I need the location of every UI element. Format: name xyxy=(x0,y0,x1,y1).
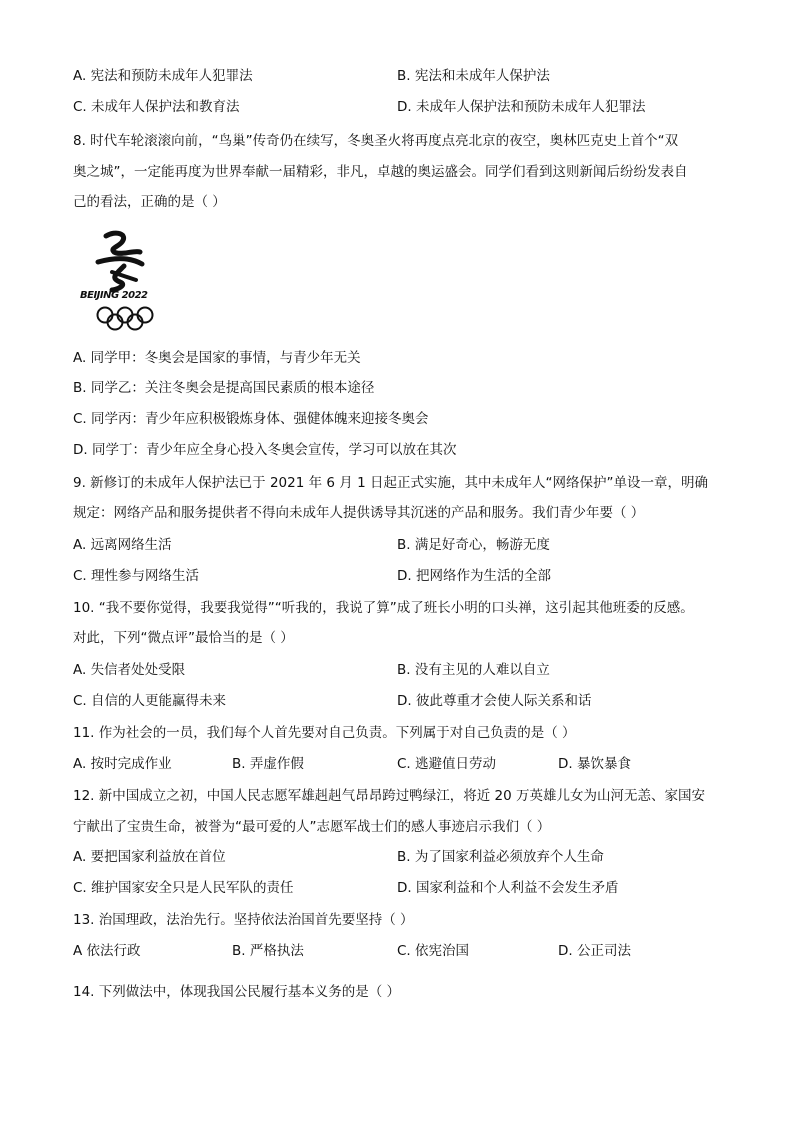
q7-option-a: A. 宪法和预防未成年人犯罪法 xyxy=(73,68,253,84)
q8-option-c: C. 同学丙：青少年应积极锻炼身体、强健体魄来迎接冬奥会 xyxy=(73,411,429,427)
q10-option-c: C. 自信的人更能赢得未来 xyxy=(73,693,227,709)
q13-option-d: D. 公正司法 xyxy=(558,943,631,959)
q13-option-c: C. 依宪治国 xyxy=(397,943,470,959)
q9-option-c: C. 理性参与网络生活 xyxy=(73,568,200,584)
q8-option-b: B. 同学乙：关注冬奥会是提高国民素质的根本途径 xyxy=(73,380,375,396)
q9-stem-line2: 规定：网络产品和服务提供者不得向未成年人提供诱导其沉迷的产品和服务。我们青少年要（ ） xyxy=(73,505,645,521)
q8-option-a: A. 同学甲：冬奥会是国家的事情，与青少年无关 xyxy=(73,350,361,366)
q11-stem-line1: 11. 作为社会的一员，我们每个人首先要对自己负责。下列属于对自己负责的是（ ） xyxy=(73,725,576,741)
q14-stem-line1: 14. 下列做法中，体现我国公民履行基本义务的是（ ） xyxy=(73,984,401,1000)
q12-option-d: D. 国家利益和个人利益不会发生矛盾 xyxy=(397,880,619,896)
q9-option-d: D. 把网络作为生活的全部 xyxy=(397,568,551,584)
q7-option-d: D. 未成年人保护法和预防未成年人犯罪法 xyxy=(397,99,646,115)
q9-option-b: B. 满足好奇心，畅游无度 xyxy=(397,537,550,553)
beijing-2022-olympic-logo xyxy=(76,228,174,336)
olympic-rings-icon xyxy=(96,306,154,332)
q12-option-c: C. 维护国家安全只是人民军队的责任 xyxy=(73,880,294,896)
q12-stem-line2: 宁献出了宝贵生命，被誉为“最可爱的人”志愿军战士们的感人事迹启示我们（ ） xyxy=(73,819,551,835)
q10-option-a: A. 失信者处处受限 xyxy=(73,662,186,678)
q12-option-b: B. 为了国家利益必须放弃个人生命 xyxy=(397,849,604,865)
q11-option-b: B. 弄虚作假 xyxy=(232,756,304,772)
q9-option-a: A. 远离网络生活 xyxy=(73,537,172,553)
q13-stem-line1: 13. 治国理政，法治先行。坚持依法治国首先要坚持（ ） xyxy=(73,912,414,928)
logo-wordmark: BEIJING 2022 xyxy=(80,290,148,301)
q8-stem-line2: 奥之城”，一定能再度为世界奉献一届精彩，非凡，卓越的奥运盛会。同学们看到这则新闻后纷纷发表自 xyxy=(73,164,688,180)
q10-stem-line1: 10. “我不要你觉得，我要我觉得”“听我的，我说了算”成了班长小明的口头禅，这引起其他班委的反感。 xyxy=(73,600,694,616)
q9-stem-line1: 9. 新修订的未成年人保护法已于 2021 年 6 月 1 日起正式实施，其中未成年人“网络保护”单设一章，明确 xyxy=(73,475,708,491)
q13-option-a: A 依法行政 xyxy=(73,943,141,959)
q7-option-b: B. 宪法和未成年人保护法 xyxy=(397,68,550,84)
q10-stem-line2: 对此，下列“微点评”最恰当的是（ ） xyxy=(73,630,294,646)
q11-option-d: D. 暴饮暴食 xyxy=(558,756,631,772)
q10-option-b: B. 没有主见的人难以自立 xyxy=(397,662,550,678)
q7-option-c: C. 未成年人保护法和教育法 xyxy=(73,99,240,115)
q11-option-c: C. 逃避值日劳动 xyxy=(397,756,497,772)
q8-stem-line3: 己的看法，正确的是（ ） xyxy=(73,194,226,210)
q10-option-d: D. 彼此尊重才会使人际关系和话 xyxy=(397,693,592,709)
q12-option-a: A. 要把国家利益放在首位 xyxy=(73,849,226,865)
q8-option-d: D. 同学丁：青少年应全身心投入冬奥会宣传，学习可以放在其次 xyxy=(73,442,457,458)
q11-option-a: A. 按时完成作业 xyxy=(73,756,172,772)
q12-stem-line1: 12. 新中国成立之初，中国人民志愿军雄赳赳气昂昂跨过鸭绿江，将近 20 万英雄儿女为山河无恙、家国安 xyxy=(73,788,706,804)
q13-option-b: B. 严格执法 xyxy=(232,943,304,959)
q8-stem-line1: 8. 时代车轮滚滚向前，“鸟巢”传奇仍在续写，冬奥圣火将再度点亮北京的夜空，奥林匹克史上首个“双 xyxy=(73,133,679,149)
